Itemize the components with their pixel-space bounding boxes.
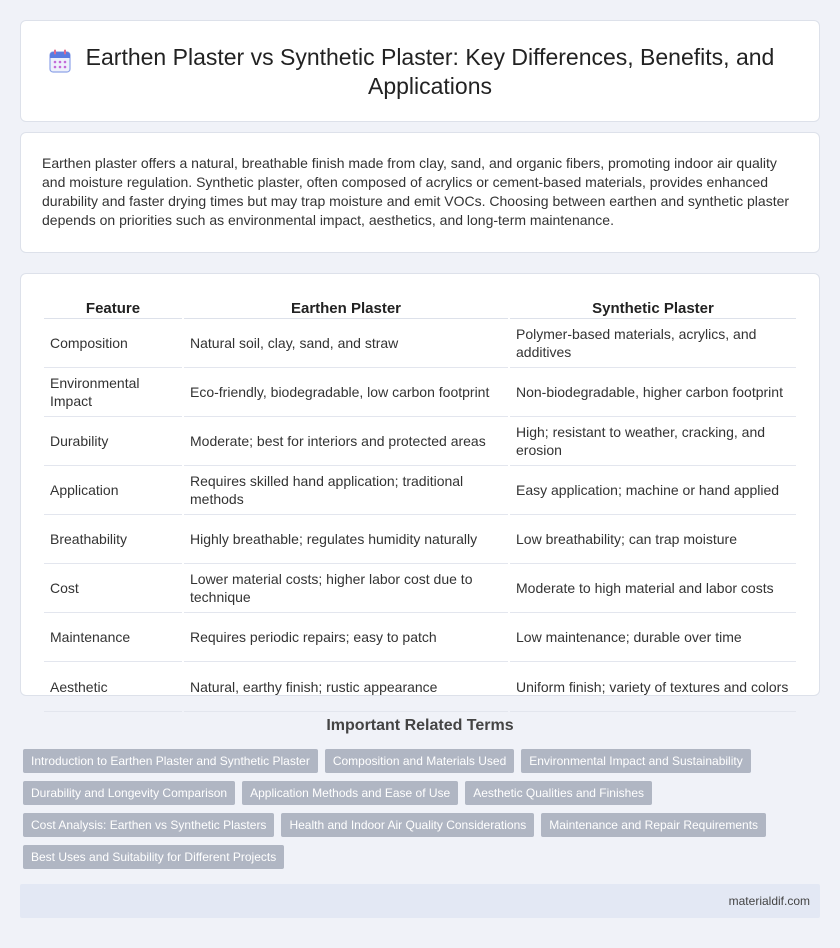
earthen-cell: Highly breathable; regulates humidity naturally — [184, 515, 508, 564]
feature-cell: Environmental Impact — [44, 368, 182, 417]
feature-cell: Cost — [44, 564, 182, 613]
related-terms-heading: Important Related Terms — [326, 717, 514, 734]
related-term-tag[interactable]: Application Methods and Ease of Use — [242, 781, 458, 805]
table-row — [44, 662, 796, 712]
table-row — [44, 417, 796, 466]
intro-card — [20, 132, 820, 253]
earthen-cell: Moderate; best for interiors and protected areas — [184, 417, 508, 466]
footer — [20, 884, 820, 918]
related-term-tag[interactable]: Durability and Longevity Comparison — [23, 781, 235, 805]
earthen-cell: Requires periodic repairs; easy to patch — [184, 613, 508, 662]
related-term-tag[interactable]: Composition and Materials Used — [325, 749, 514, 773]
feature-cell: Aesthetic — [44, 662, 182, 712]
related-term-tag[interactable]: Best Uses and Suitability for Different Projects — [23, 845, 284, 869]
synthetic-cell: High; resistant to weather, cracking, and erosion — [510, 417, 796, 466]
page-title: Earthen Plaster vs Synthetic Plaster: Key Differences, Benefits, and Applications — [85, 44, 775, 99]
table-row — [44, 466, 796, 515]
feature-cell: Breathability — [44, 515, 182, 564]
related-term-tag[interactable]: Cost Analysis: Earthen vs Synthetic Plasters — [23, 813, 274, 837]
earthen-cell: Natural, earthy finish; rustic appearance — [184, 662, 508, 712]
feature-cell: Maintenance — [44, 613, 182, 662]
related-term-tag[interactable]: Introduction to Earthen Plaster and Synthetic Plaster — [23, 749, 318, 773]
title-card — [20, 20, 820, 122]
column-header-feature: Feature — [44, 295, 182, 319]
table-row — [44, 319, 796, 368]
intro-paragraph: Earthen plaster offers a natural, breathable finish made from clay, sand, and organic fibers, promoting indoor air quality and moisture regulation. Synthetic plaster, often composed of acrylics or cement-based materials, provides enhanced durability and faster drying times but may trap moisture and emit VOCs. Choosing between earthen and synthetic plaster depends on priorities such as environmental impact, aesthetics, and long-term maintenance. — [42, 155, 790, 228]
site-link[interactable]: materialdif.com — [728, 894, 810, 908]
related-terms-list — [23, 749, 803, 869]
comparison-table — [42, 295, 798, 712]
earthen-cell: Lower material costs; higher labor cost due to technique — [184, 564, 508, 613]
column-header-earthen: Earthen Plaster — [184, 295, 508, 319]
column-header-synthetic: Synthetic Plaster — [510, 295, 796, 319]
table-row — [44, 368, 796, 417]
synthetic-cell: Uniform finish; variety of textures and colors — [510, 662, 796, 712]
earthen-cell: Eco-friendly, biodegradable, low carbon footprint — [184, 368, 508, 417]
related-term-tag[interactable]: Maintenance and Repair Requirements — [541, 813, 766, 837]
related-term-tag[interactable]: Health and Indoor Air Quality Considerations — [281, 813, 534, 837]
related-term-tag[interactable]: Environmental Impact and Sustainability — [521, 749, 750, 773]
earthen-cell: Requires skilled hand application; traditional methods — [184, 466, 508, 515]
earthen-cell: Natural soil, clay, sand, and straw — [184, 319, 508, 368]
table-header-row — [44, 295, 796, 319]
feature-cell: Durability — [44, 417, 182, 466]
synthetic-cell: Moderate to high material and labor costs — [510, 564, 796, 613]
synthetic-cell: Non-biodegradable, higher carbon footprint — [510, 368, 796, 417]
table-row — [44, 564, 796, 613]
synthetic-cell: Easy application; machine or hand applied — [510, 466, 796, 515]
table-row — [44, 515, 796, 564]
synthetic-cell: Low maintenance; durable over time — [510, 613, 796, 662]
synthetic-cell: Polymer-based materials, acrylics, and additives — [510, 319, 796, 368]
comparison-table-card — [20, 273, 820, 696]
feature-cell: Composition — [44, 319, 182, 368]
table-row — [44, 613, 796, 662]
feature-cell: Application — [44, 466, 182, 515]
synthetic-cell: Low breathability; can trap moisture — [510, 515, 796, 564]
related-term-tag[interactable]: Aesthetic Qualities and Finishes — [465, 781, 652, 805]
